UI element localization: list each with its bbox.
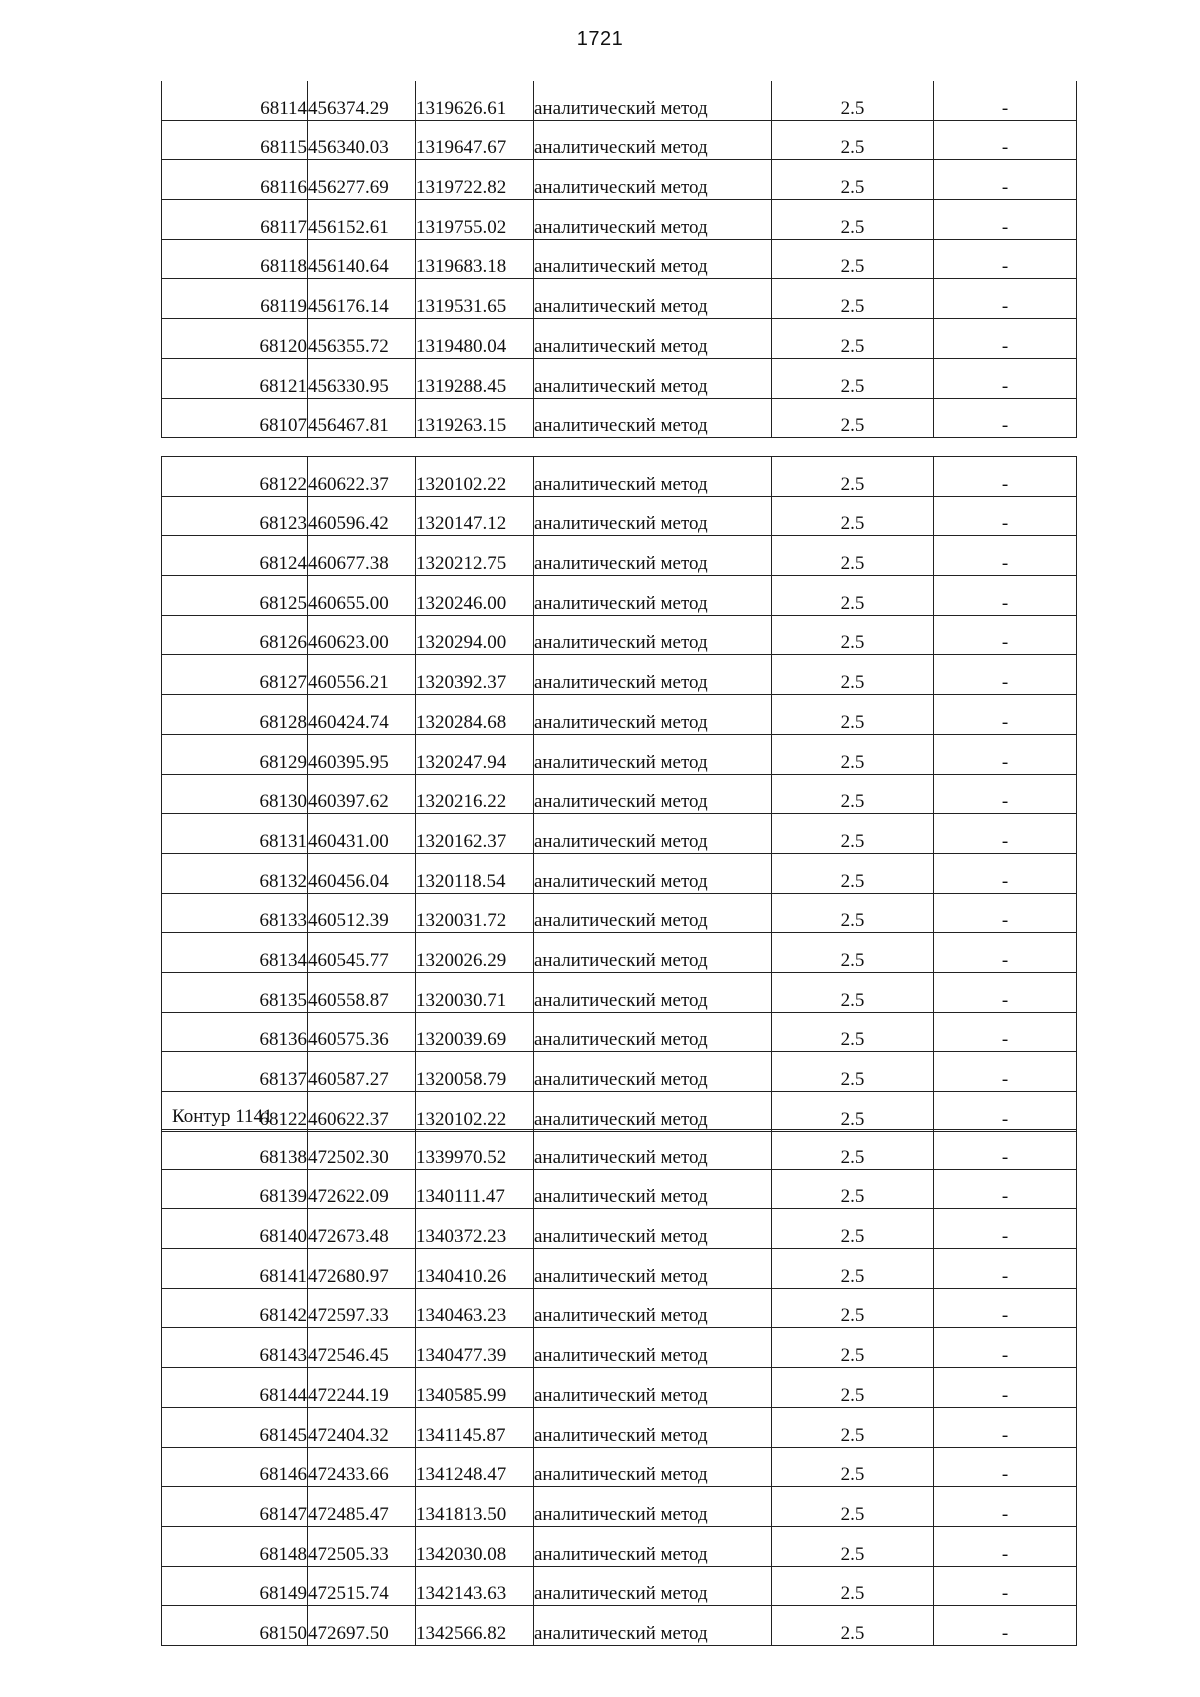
y-coordinate-cell: 1340463.23 bbox=[416, 1288, 534, 1328]
accuracy-cell: 2.5 bbox=[772, 655, 934, 695]
x-coordinate-cell: 460623.00 bbox=[308, 615, 416, 655]
method-cell: аналитический метод bbox=[534, 1249, 772, 1289]
description-cell: - bbox=[934, 814, 1077, 854]
description-cell: - bbox=[934, 496, 1077, 536]
table-row bbox=[162, 1092, 1077, 1132]
y-coordinate-cell: 1320058.79 bbox=[416, 1052, 534, 1092]
point-number-cell: 68145 bbox=[162, 1407, 308, 1447]
point-number-cell: 68115 bbox=[162, 120, 308, 160]
point-number-cell: 68122 bbox=[162, 457, 308, 497]
description-cell: - bbox=[934, 695, 1077, 735]
accuracy-cell: 2.5 bbox=[772, 933, 934, 973]
method-cell: аналитический метод bbox=[534, 239, 772, 279]
y-coordinate-cell: 1340410.26 bbox=[416, 1249, 534, 1289]
method-cell: аналитический метод bbox=[534, 853, 772, 893]
x-coordinate-cell: 460596.42 bbox=[308, 496, 416, 536]
accuracy-cell: 2.5 bbox=[772, 536, 934, 576]
table-row bbox=[162, 774, 1077, 814]
y-coordinate-cell: 1319722.82 bbox=[416, 160, 534, 200]
description-cell: - bbox=[934, 576, 1077, 616]
accuracy-cell: 2.5 bbox=[772, 1606, 934, 1646]
description-cell: - bbox=[934, 1566, 1077, 1606]
point-number-cell: 68140 bbox=[162, 1209, 308, 1249]
x-coordinate-cell: 456374.29 bbox=[308, 81, 416, 120]
method-cell: аналитический метод bbox=[534, 1606, 772, 1646]
table-row bbox=[162, 536, 1077, 576]
method-cell: аналитический метод bbox=[534, 1092, 772, 1132]
method-cell: аналитический метод bbox=[534, 358, 772, 398]
point-number-cell: 68129 bbox=[162, 734, 308, 774]
table-row bbox=[162, 615, 1077, 655]
page-number: 1721 bbox=[576, 28, 624, 50]
accuracy-cell: 2.5 bbox=[772, 695, 934, 735]
accuracy-cell: 2.5 bbox=[772, 398, 934, 438]
y-coordinate-cell: 1341813.50 bbox=[416, 1487, 534, 1527]
description-cell: - bbox=[934, 1169, 1077, 1209]
point-number-cell: 68142 bbox=[162, 1288, 308, 1328]
method-cell: аналитический метод bbox=[534, 1447, 772, 1487]
point-number-cell: 68117 bbox=[162, 200, 308, 240]
method-cell: аналитический метод bbox=[534, 933, 772, 973]
x-coordinate-cell: 460397.62 bbox=[308, 774, 416, 814]
y-coordinate-cell: 1342030.08 bbox=[416, 1526, 534, 1566]
accuracy-cell: 2.5 bbox=[772, 279, 934, 319]
description-cell: - bbox=[934, 1368, 1077, 1408]
point-number-cell: 68134 bbox=[162, 933, 308, 973]
description-cell: - bbox=[934, 1447, 1077, 1487]
accuracy-cell: 2.5 bbox=[772, 200, 934, 240]
point-number-cell: 68116 bbox=[162, 160, 308, 200]
y-coordinate-cell: 1319263.15 bbox=[416, 398, 534, 438]
y-coordinate-cell: 1342143.63 bbox=[416, 1566, 534, 1606]
method-cell: аналитический метод bbox=[534, 1052, 772, 1092]
accuracy-cell: 2.5 bbox=[772, 1407, 934, 1447]
table-row bbox=[162, 496, 1077, 536]
description-cell: - bbox=[934, 1328, 1077, 1368]
description-cell: - bbox=[934, 972, 1077, 1012]
table-row bbox=[162, 319, 1077, 359]
y-coordinate-cell: 1339970.52 bbox=[416, 1130, 534, 1170]
table-row bbox=[162, 734, 1077, 774]
method-cell: аналитический метод bbox=[534, 655, 772, 695]
table-row bbox=[162, 358, 1077, 398]
description-cell: - bbox=[934, 655, 1077, 695]
point-number-cell: 68125 bbox=[162, 576, 308, 616]
method-cell: аналитический метод bbox=[534, 615, 772, 655]
method-cell: аналитический метод bbox=[534, 1169, 772, 1209]
table-row bbox=[162, 814, 1077, 854]
description-cell: - bbox=[934, 81, 1077, 120]
method-cell: аналитический метод bbox=[534, 279, 772, 319]
point-number-cell: 68107 bbox=[162, 398, 308, 438]
x-coordinate-cell: 472515.74 bbox=[308, 1566, 416, 1606]
table-row bbox=[162, 120, 1077, 160]
table-row bbox=[162, 1052, 1077, 1092]
table-row bbox=[162, 695, 1077, 735]
method-cell: аналитический метод bbox=[534, 734, 772, 774]
y-coordinate-cell: 1320102.22 bbox=[416, 1092, 534, 1132]
accuracy-cell: 2.5 bbox=[772, 972, 934, 1012]
accuracy-cell: 2.5 bbox=[772, 1368, 934, 1408]
accuracy-cell: 2.5 bbox=[772, 853, 934, 893]
y-coordinate-cell: 1320102.22 bbox=[416, 457, 534, 497]
x-coordinate-cell: 472680.97 bbox=[308, 1249, 416, 1289]
accuracy-cell: 2.5 bbox=[772, 319, 934, 359]
table-row bbox=[162, 1130, 1077, 1170]
x-coordinate-cell: 460395.95 bbox=[308, 734, 416, 774]
accuracy-cell: 2.5 bbox=[772, 1526, 934, 1566]
x-coordinate-cell: 472697.50 bbox=[308, 1606, 416, 1646]
accuracy-cell: 2.5 bbox=[772, 615, 934, 655]
method-cell: аналитический метод bbox=[534, 536, 772, 576]
method-cell: аналитический метод bbox=[534, 1566, 772, 1606]
point-number-cell: 68133 bbox=[162, 893, 308, 933]
point-number-cell: 68121 bbox=[162, 358, 308, 398]
contour-label: Контур 1141 bbox=[172, 1106, 273, 1127]
x-coordinate-cell: 472433.66 bbox=[308, 1447, 416, 1487]
method-cell: аналитический метод bbox=[534, 1526, 772, 1566]
accuracy-cell: 2.5 bbox=[772, 734, 934, 774]
x-coordinate-cell: 460512.39 bbox=[308, 893, 416, 933]
method-cell: аналитический метод bbox=[534, 1209, 772, 1249]
x-coordinate-cell: 460431.00 bbox=[308, 814, 416, 854]
description-cell: - bbox=[934, 536, 1077, 576]
point-number-cell: 68123 bbox=[162, 496, 308, 536]
y-coordinate-cell: 1342566.82 bbox=[416, 1606, 534, 1646]
y-coordinate-cell: 1320031.72 bbox=[416, 893, 534, 933]
description-cell: - bbox=[934, 457, 1077, 497]
description-cell: - bbox=[934, 1012, 1077, 1052]
point-number-cell: 68114 bbox=[162, 81, 308, 120]
accuracy-cell: 2.5 bbox=[772, 1130, 934, 1170]
description-cell: - bbox=[934, 120, 1077, 160]
table-row bbox=[162, 1487, 1077, 1527]
table-row bbox=[162, 81, 1077, 120]
x-coordinate-cell: 472622.09 bbox=[308, 1169, 416, 1209]
method-cell: аналитический метод bbox=[534, 1288, 772, 1328]
y-coordinate-cell: 1320162.37 bbox=[416, 814, 534, 854]
x-coordinate-cell: 460556.21 bbox=[308, 655, 416, 695]
y-coordinate-cell: 1320247.94 bbox=[416, 734, 534, 774]
accuracy-cell: 2.5 bbox=[772, 1169, 934, 1209]
method-cell: аналитический метод bbox=[534, 1407, 772, 1447]
point-number-cell: 68136 bbox=[162, 1012, 308, 1052]
table-row bbox=[162, 655, 1077, 695]
point-number-cell: 68148 bbox=[162, 1526, 308, 1566]
table-row bbox=[162, 398, 1077, 438]
description-cell: - bbox=[934, 319, 1077, 359]
point-number-cell: 68128 bbox=[162, 695, 308, 735]
x-coordinate-cell: 460622.37 bbox=[308, 457, 416, 497]
method-cell: аналитический метод bbox=[534, 695, 772, 735]
method-cell: аналитический метод bbox=[534, 1130, 772, 1170]
method-cell: аналитический метод bbox=[534, 319, 772, 359]
coordinate-table-3 bbox=[161, 1129, 1077, 1646]
description-cell: - bbox=[934, 398, 1077, 438]
x-coordinate-cell: 456330.95 bbox=[308, 358, 416, 398]
accuracy-cell: 2.5 bbox=[772, 1328, 934, 1368]
y-coordinate-cell: 1341145.87 bbox=[416, 1407, 534, 1447]
x-coordinate-cell: 456467.81 bbox=[308, 398, 416, 438]
y-coordinate-cell: 1341248.47 bbox=[416, 1447, 534, 1487]
y-coordinate-cell: 1340111.47 bbox=[416, 1169, 534, 1209]
method-cell: аналитический метод bbox=[534, 1012, 772, 1052]
x-coordinate-cell: 460456.04 bbox=[308, 853, 416, 893]
point-number-cell: 68141 bbox=[162, 1249, 308, 1289]
x-coordinate-cell: 460677.38 bbox=[308, 536, 416, 576]
accuracy-cell: 2.5 bbox=[772, 1092, 934, 1132]
description-cell: - bbox=[934, 1209, 1077, 1249]
x-coordinate-cell: 472546.45 bbox=[308, 1328, 416, 1368]
method-cell: аналитический метод bbox=[534, 398, 772, 438]
point-number-cell: 68122 bbox=[162, 1092, 308, 1132]
x-coordinate-cell: 456355.72 bbox=[308, 319, 416, 359]
accuracy-cell: 2.5 bbox=[772, 814, 934, 854]
accuracy-cell: 2.5 bbox=[772, 893, 934, 933]
point-number-cell: 68120 bbox=[162, 319, 308, 359]
accuracy-cell: 2.5 bbox=[772, 1209, 934, 1249]
accuracy-cell: 2.5 bbox=[772, 1566, 934, 1606]
y-coordinate-cell: 1319626.61 bbox=[416, 81, 534, 120]
method-cell: аналитический метод bbox=[534, 1487, 772, 1527]
table-row bbox=[162, 1407, 1077, 1447]
point-number-cell: 68126 bbox=[162, 615, 308, 655]
description-cell: - bbox=[934, 160, 1077, 200]
accuracy-cell: 2.5 bbox=[772, 1288, 934, 1328]
x-coordinate-cell: 460558.87 bbox=[308, 972, 416, 1012]
x-coordinate-cell: 460622.37 bbox=[308, 1092, 416, 1132]
point-number-cell: 68131 bbox=[162, 814, 308, 854]
table-row bbox=[162, 200, 1077, 240]
y-coordinate-cell: 1319288.45 bbox=[416, 358, 534, 398]
accuracy-cell: 2.5 bbox=[772, 1487, 934, 1527]
x-coordinate-cell: 456340.03 bbox=[308, 120, 416, 160]
point-number-cell: 68124 bbox=[162, 536, 308, 576]
y-coordinate-cell: 1320118.54 bbox=[416, 853, 534, 893]
y-coordinate-cell: 1320392.37 bbox=[416, 655, 534, 695]
method-cell: аналитический метод bbox=[534, 496, 772, 536]
method-cell: аналитический метод bbox=[534, 160, 772, 200]
y-coordinate-cell: 1340477.39 bbox=[416, 1328, 534, 1368]
table-row bbox=[162, 853, 1077, 893]
table-row bbox=[162, 1012, 1077, 1052]
y-coordinate-cell: 1320216.22 bbox=[416, 774, 534, 814]
x-coordinate-cell: 460587.27 bbox=[308, 1052, 416, 1092]
description-cell: - bbox=[934, 734, 1077, 774]
coordinate-table-2 bbox=[161, 456, 1077, 1132]
y-coordinate-cell: 1320030.71 bbox=[416, 972, 534, 1012]
y-coordinate-cell: 1320212.75 bbox=[416, 536, 534, 576]
description-cell: - bbox=[934, 1487, 1077, 1527]
description-cell: - bbox=[934, 239, 1077, 279]
accuracy-cell: 2.5 bbox=[772, 239, 934, 279]
table-row bbox=[162, 1447, 1077, 1487]
accuracy-cell: 2.5 bbox=[772, 496, 934, 536]
x-coordinate-cell: 472502.30 bbox=[308, 1130, 416, 1170]
x-coordinate-cell: 456140.64 bbox=[308, 239, 416, 279]
point-number-cell: 68130 bbox=[162, 774, 308, 814]
accuracy-cell: 2.5 bbox=[772, 576, 934, 616]
accuracy-cell: 2.5 bbox=[772, 774, 934, 814]
method-cell: аналитический метод bbox=[534, 81, 772, 120]
method-cell: аналитический метод bbox=[534, 893, 772, 933]
table-row bbox=[162, 1606, 1077, 1646]
point-number-cell: 68139 bbox=[162, 1169, 308, 1209]
x-coordinate-cell: 472485.47 bbox=[308, 1487, 416, 1527]
description-cell: - bbox=[934, 1052, 1077, 1092]
x-coordinate-cell: 456152.61 bbox=[308, 200, 416, 240]
x-coordinate-cell: 472505.33 bbox=[308, 1526, 416, 1566]
table-row bbox=[162, 279, 1077, 319]
accuracy-cell: 2.5 bbox=[772, 1249, 934, 1289]
table-row bbox=[162, 1249, 1077, 1289]
point-number-cell: 68132 bbox=[162, 853, 308, 893]
accuracy-cell: 2.5 bbox=[772, 160, 934, 200]
table-row bbox=[162, 893, 1077, 933]
x-coordinate-cell: 460545.77 bbox=[308, 933, 416, 973]
point-number-cell: 68138 bbox=[162, 1130, 308, 1170]
description-cell: - bbox=[934, 615, 1077, 655]
x-coordinate-cell: 456176.14 bbox=[308, 279, 416, 319]
method-cell: аналитический метод bbox=[534, 774, 772, 814]
x-coordinate-cell: 472673.48 bbox=[308, 1209, 416, 1249]
point-number-cell: 68149 bbox=[162, 1566, 308, 1606]
y-coordinate-cell: 1320147.12 bbox=[416, 496, 534, 536]
y-coordinate-cell: 1319531.65 bbox=[416, 279, 534, 319]
description-cell: - bbox=[934, 1526, 1077, 1566]
x-coordinate-cell: 472244.19 bbox=[308, 1368, 416, 1408]
table-row bbox=[162, 1209, 1077, 1249]
x-coordinate-cell: 472597.33 bbox=[308, 1288, 416, 1328]
y-coordinate-cell: 1319647.67 bbox=[416, 120, 534, 160]
description-cell: - bbox=[934, 1092, 1077, 1132]
x-coordinate-cell: 472404.32 bbox=[308, 1407, 416, 1447]
description-cell: - bbox=[934, 774, 1077, 814]
x-coordinate-cell: 456277.69 bbox=[308, 160, 416, 200]
y-coordinate-cell: 1320284.68 bbox=[416, 695, 534, 735]
point-number-cell: 68146 bbox=[162, 1447, 308, 1487]
x-coordinate-cell: 460575.36 bbox=[308, 1012, 416, 1052]
table-row bbox=[162, 1526, 1077, 1566]
table-row bbox=[162, 239, 1077, 279]
point-number-cell: 68135 bbox=[162, 972, 308, 1012]
y-coordinate-cell: 1320039.69 bbox=[416, 1012, 534, 1052]
description-cell: - bbox=[934, 893, 1077, 933]
y-coordinate-cell: 1320294.00 bbox=[416, 615, 534, 655]
description-cell: - bbox=[934, 1249, 1077, 1289]
accuracy-cell: 2.5 bbox=[772, 358, 934, 398]
accuracy-cell: 2.5 bbox=[772, 1447, 934, 1487]
method-cell: аналитический метод bbox=[534, 1368, 772, 1408]
table-row bbox=[162, 576, 1077, 616]
method-cell: аналитический метод bbox=[534, 120, 772, 160]
point-number-cell: 68137 bbox=[162, 1052, 308, 1092]
description-cell: - bbox=[934, 1288, 1077, 1328]
y-coordinate-cell: 1340585.99 bbox=[416, 1368, 534, 1408]
table-row bbox=[162, 933, 1077, 973]
y-coordinate-cell: 1319755.02 bbox=[416, 200, 534, 240]
accuracy-cell: 2.5 bbox=[772, 457, 934, 497]
accuracy-cell: 2.5 bbox=[772, 120, 934, 160]
y-coordinate-cell: 1319683.18 bbox=[416, 239, 534, 279]
x-coordinate-cell: 460424.74 bbox=[308, 695, 416, 735]
point-number-cell: 68150 bbox=[162, 1606, 308, 1646]
description-cell: - bbox=[934, 279, 1077, 319]
table-row bbox=[162, 1169, 1077, 1209]
method-cell: аналитический метод bbox=[534, 814, 772, 854]
method-cell: аналитический метод bbox=[534, 972, 772, 1012]
y-coordinate-cell: 1340372.23 bbox=[416, 1209, 534, 1249]
accuracy-cell: 2.5 bbox=[772, 1052, 934, 1092]
description-cell: - bbox=[934, 1130, 1077, 1170]
point-number-cell: 68144 bbox=[162, 1368, 308, 1408]
table-row bbox=[162, 457, 1077, 497]
point-number-cell: 68143 bbox=[162, 1328, 308, 1368]
accuracy-cell: 2.5 bbox=[772, 1012, 934, 1052]
description-cell: - bbox=[934, 1606, 1077, 1646]
table-row bbox=[162, 1368, 1077, 1408]
point-number-cell: 68127 bbox=[162, 655, 308, 695]
point-number-cell: 68119 bbox=[162, 279, 308, 319]
point-number-cell: 68118 bbox=[162, 239, 308, 279]
y-coordinate-cell: 1320246.00 bbox=[416, 576, 534, 616]
description-cell: - bbox=[934, 1407, 1077, 1447]
method-cell: аналитический метод bbox=[534, 1328, 772, 1368]
y-coordinate-cell: 1320026.29 bbox=[416, 933, 534, 973]
y-coordinate-cell: 1319480.04 bbox=[416, 319, 534, 359]
point-number-cell: 68147 bbox=[162, 1487, 308, 1527]
description-cell: - bbox=[934, 200, 1077, 240]
table-row bbox=[162, 1566, 1077, 1606]
description-cell: - bbox=[934, 933, 1077, 973]
table-row bbox=[162, 972, 1077, 1012]
method-cell: аналитический метод bbox=[534, 200, 772, 240]
table-row bbox=[162, 160, 1077, 200]
table-row bbox=[162, 1328, 1077, 1368]
x-coordinate-cell: 460655.00 bbox=[308, 576, 416, 616]
description-cell: - bbox=[934, 853, 1077, 893]
accuracy-cell: 2.5 bbox=[772, 81, 934, 120]
table-row bbox=[162, 1288, 1077, 1328]
coordinate-table-1 bbox=[161, 81, 1077, 438]
method-cell: аналитический метод bbox=[534, 457, 772, 497]
description-cell: - bbox=[934, 358, 1077, 398]
method-cell: аналитический метод bbox=[534, 576, 772, 616]
